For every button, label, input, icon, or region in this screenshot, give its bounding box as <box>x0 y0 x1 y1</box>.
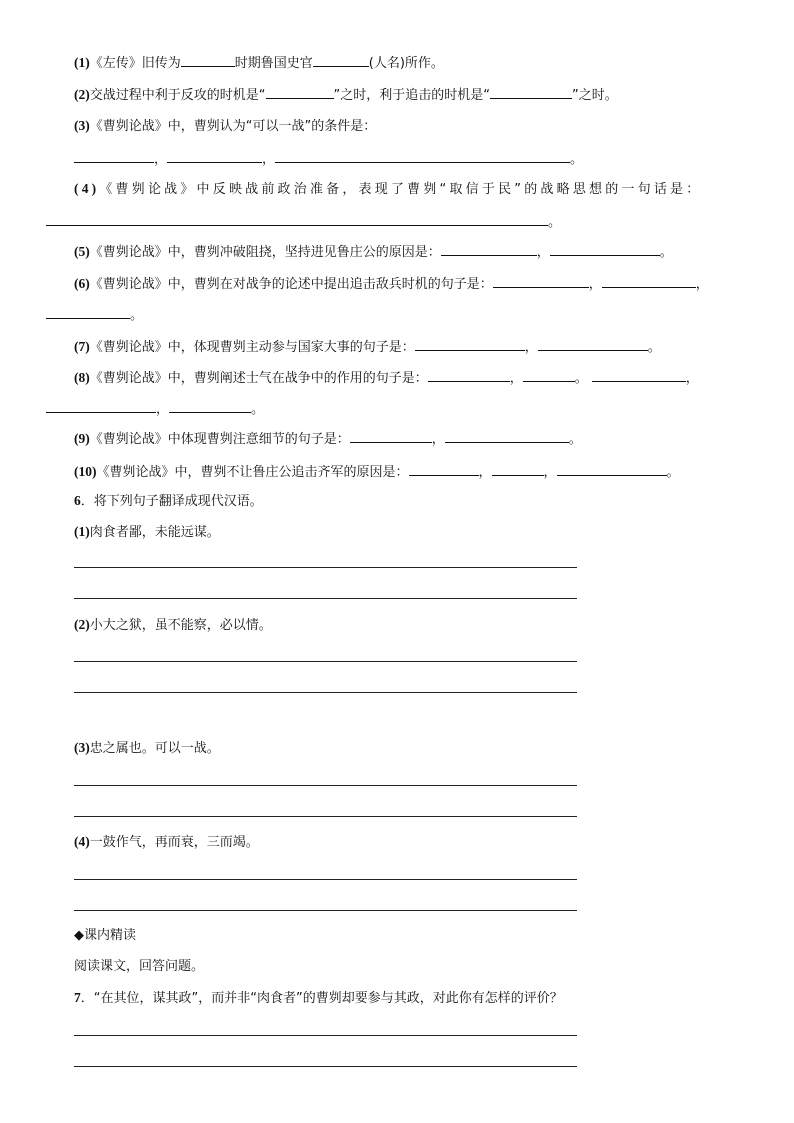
comma: ， <box>154 152 168 167</box>
question-3 <box>74 117 376 136</box>
answer-blank[interactable] <box>493 274 589 288</box>
diamond-icon: ◆ <box>74 928 84 943</box>
answer-blank[interactable] <box>557 462 667 476</box>
question-text: 《曹刿论战》中，曹刿冲破阻挠，坚持进见鲁庄公的原因是： <box>89 245 441 260</box>
question-text: 《曹刿论战》中体现曹刿注意细节的句子是： <box>89 432 350 447</box>
answer-blank[interactable] <box>350 429 432 443</box>
section-6-title <box>74 492 263 511</box>
translate-item-4 <box>74 833 259 852</box>
comma: ， <box>156 402 170 417</box>
translate-item-1 <box>74 523 220 542</box>
period: 。 <box>666 465 680 480</box>
answer-blank[interactable] <box>46 212 548 226</box>
question-2 <box>74 85 618 105</box>
period: 。 <box>568 432 582 447</box>
answer-blank[interactable] <box>550 242 660 256</box>
question-7 <box>74 337 661 357</box>
question-text: 《曹刿论战》中，曹刿认为“可以一战”的条件是： <box>89 119 377 134</box>
period: 。 <box>251 402 265 417</box>
answer-line[interactable] <box>74 692 577 693</box>
question-text: 交战过程中利于反攻的时机是“ <box>89 88 266 103</box>
item-number: (9) <box>74 431 90 446</box>
answer-blank[interactable] <box>46 399 156 413</box>
question-8 <box>74 368 699 388</box>
translate-item-2 <box>74 616 272 635</box>
period: 。 <box>574 371 588 386</box>
question-6 <box>74 274 709 294</box>
section-heading <box>74 927 136 945</box>
item-number: (3) <box>74 118 90 133</box>
question-text: ”之时，利于追击的时机是“ <box>333 88 490 103</box>
answer-blank[interactable] <box>313 53 369 67</box>
question-3-answers <box>74 149 583 169</box>
answer-line[interactable] <box>74 910 577 911</box>
answer-line[interactable] <box>74 598 577 599</box>
question-5 <box>74 242 673 262</box>
reading-instruction: 阅读课文，回答问题。 <box>74 959 205 974</box>
item-number: (1) <box>74 55 90 70</box>
comma: ， <box>588 277 602 292</box>
question-6-answers <box>46 305 143 325</box>
comma: ， <box>524 340 538 355</box>
question-9 <box>74 429 582 449</box>
answer-blank[interactable] <box>169 399 251 413</box>
answer-line[interactable] <box>74 816 577 817</box>
item-number: (2) <box>74 87 90 102</box>
question-10 <box>74 462 680 482</box>
sentence-text: 一鼓作气，再而衰，三而竭。 <box>89 835 259 850</box>
item-number: (3) <box>74 740 90 755</box>
answer-blank[interactable] <box>428 368 510 382</box>
item-number: (6) <box>74 276 90 291</box>
answer-blank[interactable] <box>602 274 696 288</box>
item-number: (2) <box>74 617 90 632</box>
sentence-text: 小大之狱，虽不能察，必以情。 <box>89 618 272 633</box>
item-number: (1) <box>74 524 90 539</box>
question-1 <box>74 53 444 73</box>
period: 。 <box>130 308 144 323</box>
comma: ， <box>431 432 445 447</box>
answer-blank[interactable] <box>441 242 537 256</box>
answer-blank[interactable] <box>445 429 569 443</box>
period: 。 <box>659 245 673 260</box>
answer-line[interactable] <box>74 1035 577 1036</box>
period: 。 <box>548 215 562 230</box>
question-text: (人名)所作。 <box>368 56 444 71</box>
answer-line[interactable] <box>74 785 577 786</box>
answer-line[interactable] <box>74 661 577 662</box>
item-number: (8) <box>74 370 90 385</box>
answer-blank[interactable] <box>275 149 570 163</box>
item-number: (4) <box>74 181 100 196</box>
question-text: 《曹刿论战》中反映战前政治准备，表现了曹刿“取信于民”的战略思想的一句话是： <box>99 182 703 197</box>
question-8-answers <box>46 399 264 419</box>
comma: ， <box>509 371 523 386</box>
question-text: 《左传》旧传为 <box>89 56 181 71</box>
answer-blank[interactable] <box>409 462 479 476</box>
comma: ， <box>262 152 276 167</box>
answer-blank[interactable] <box>523 368 575 382</box>
item-number: (5) <box>74 244 90 259</box>
answer-blank[interactable] <box>490 85 572 99</box>
question-text: 《曹刿论战》中，体现曹刿主动参与国家大事的句子是： <box>89 340 415 355</box>
answer-blank[interactable] <box>415 337 525 351</box>
answer-line[interactable] <box>74 1066 577 1067</box>
answer-blank[interactable] <box>492 462 544 476</box>
period: 。 <box>570 152 584 167</box>
question-text: 《曹刿论战》中，曹刿在对战争的论述中提出追击敌兵时机的句子是： <box>89 277 493 292</box>
comma: ， <box>543 465 557 480</box>
instruction-text: ．将下列句子翻译成现代汉语。 <box>80 494 263 509</box>
question-7-reading <box>74 989 563 1008</box>
answer-blank[interactable] <box>538 337 648 351</box>
answer-blank[interactable] <box>592 368 686 382</box>
item-number: 6 <box>74 493 81 508</box>
answer-blank[interactable] <box>74 149 154 163</box>
period: 。 <box>647 340 661 355</box>
question-text: 《曹刿论战》中，曹刿阐述士气在战争中的作用的句子是： <box>89 371 428 386</box>
translate-item-3 <box>74 739 220 758</box>
item-number: (4) <box>74 834 90 849</box>
item-number: 7 <box>74 990 81 1005</box>
question-4 <box>74 180 702 199</box>
answer-blank[interactable] <box>181 53 235 67</box>
section-title: 课内精读 <box>84 928 137 943</box>
question-text: 时期鲁国史官 <box>234 56 313 71</box>
answer-line[interactable] <box>74 567 577 568</box>
item-number: (7) <box>74 339 90 354</box>
answer-blank[interactable] <box>46 305 130 319</box>
question-4-answers <box>46 212 561 232</box>
question-text: 《曹刿论战》中，曹刿不让鲁庄公追击齐军的原因是： <box>96 465 409 480</box>
question-text: ”之时。 <box>571 88 618 103</box>
sentence-text: 忠之属也。可以一战。 <box>89 741 220 756</box>
answer-blank[interactable] <box>266 85 334 99</box>
question-text: ．“在其位，谋其政”，而并非“肉食者”的曹刿却要参与其政，对此你有怎样的评价？ <box>80 991 563 1006</box>
comma: ， <box>685 371 699 386</box>
answer-blank[interactable] <box>167 149 262 163</box>
comma: ， <box>478 465 492 480</box>
sentence-text: 肉食者鄙，未能远谋。 <box>89 525 220 540</box>
comma: ， <box>536 245 550 260</box>
answer-line[interactable] <box>74 879 577 880</box>
comma: ， <box>695 277 709 292</box>
item-number: (10) <box>74 464 97 479</box>
